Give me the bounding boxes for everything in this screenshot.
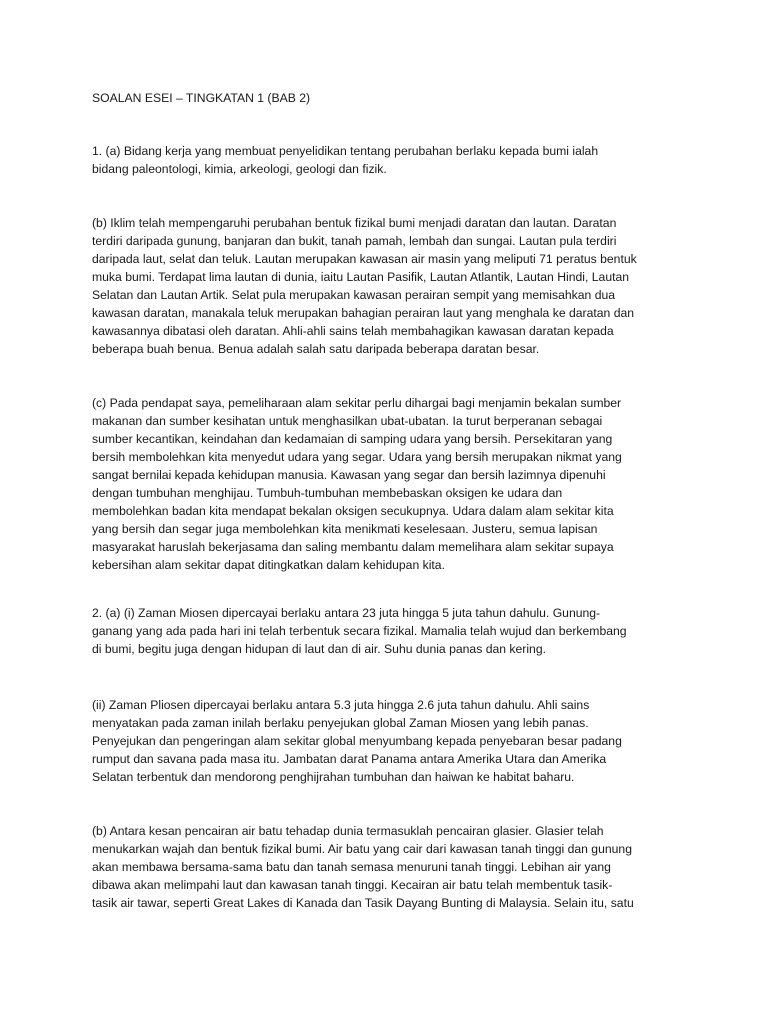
text-line: dibawa akan melimpahi laut dan kawasan tanah tinggi. Kecairan air batu telah membentuk tasik-: [92, 878, 613, 892]
paragraph-1a: [92, 142, 598, 178]
text-line: (ii) Zaman Pliosen dipercayai berlaku antara 5.3 juta hingga 2.6 juta tahun dahulu. Ahli sains: [92, 698, 590, 712]
text-line: menukarkan wajah dan bentuk fizikal bumi. Air batu yang cair dari kawasan tanah tinggi dan gunung: [92, 842, 632, 856]
text-line: tasik air tawar, seperti Great Lakes di Kanada dan Tasik Dayang Bunting di Malaysia. Selain itu, satu: [92, 896, 634, 910]
text-line: bidang paleontologi, kimia, arkeologi, geologi dan fizik.: [92, 162, 387, 176]
text-line: 2. (a) (i) Zaman Miosen dipercayai berlaku antara 23 juta hingga 5 juta tahun dahulu. Gunung-: [92, 606, 601, 620]
text-line: (b) Antara kesan pencairan air batu tehadap dunia termasuklah pencairan glasier. Glasier telah: [92, 824, 604, 838]
text-line: dengan tumbuhan menghijau. Tumbuh-tumbuhan membebaskan oksigen ke udara dan: [92, 486, 563, 500]
text-line: sangat bernilai kepada kehidupan manusia. Kawasan yang segar dan bersih lazimnya dipenuhi: [92, 468, 606, 482]
text-line: kawasan daratan, manakala teluk merupakan bahagian perairan laut yang menghala ke daratan dan: [92, 306, 635, 320]
text-line: ganang yang ada pada hari ini telah terbentuk secara fizikal. Mamalia telah wujud dan berkembang: [92, 624, 627, 638]
text-line: sumber kecantikan, keindahan dan kedamaian di samping udara yang bersih. Persekitaran yang: [92, 432, 613, 446]
text-line: Penyejukan dan pengeringan alam sekitar global menyumbang kepada penyebaran besar padang: [92, 734, 622, 748]
text-line: bersih membolehkan kita menyedut udara yang segar. Udara yang bersih merupakan nikmat yang: [92, 450, 622, 464]
text-line: Selatan dan Lautan Artik. Selat pula merupakan kawasan perairan sempit yang memisahkan dua: [92, 288, 616, 302]
document-title: SOALAN ESEI – TINGKATAN 1 (BAB 2): [92, 91, 311, 105]
text-line: masyarakat haruslah bekerjasama dan saling membantu dalam memelihara alam sekitar supaya: [92, 540, 614, 554]
text-line: rumput dan savana pada masa itu. Jambatan darat Panama antara Amerika Utara dan Amerika: [92, 752, 607, 766]
text-line: membolehkan badan kita mendapat bekalan oksigen secukupnya. Udara dalam alam sekitar kita: [92, 504, 614, 518]
text-line: muka bumi. Terdapat lima lautan di dunia, iaitu Lautan Pasifik, Lautan Atlantik, Lautan Hindi, Lautan: [92, 270, 630, 284]
text-line: kebersihan alam sekitar dapat ditingkatkan dalam kehidupan kita.: [92, 558, 445, 572]
text-line: di bumi, begitu juga dengan hidupan di laut dan di air. Suhu dunia panas dan kering.: [92, 642, 546, 656]
text-line: beberapa buah benua. Benua adalah salah satu daripada beberapa daratan besar.: [92, 342, 540, 356]
text-line: (b) Iklim telah mempengaruhi perubahan bentuk fizikal bumi menjadi daratan dan lautan. Daratan: [92, 216, 617, 230]
text-line: daripada laut, selat dan teluk. Lautan merupakan kawasan air masin yang meliputi 71 peratus bentuk: [92, 252, 637, 266]
text-line: makanan dan sumber kesihatan untuk menghasilkan ubat-ubatan. Ia turut berperanan sebagai: [92, 414, 603, 428]
paragraph-2a-i: [92, 604, 627, 658]
paragraph-1c: [92, 394, 622, 574]
text-line: menyatakan pada zaman inilah berlaku penyejukan global Zaman Miosen yang lebih panas.: [92, 716, 589, 730]
text-line: 1. (a) Bidang kerja yang membuat penyelidikan tentang perubahan berlaku kepada bumi ialah: [92, 144, 599, 158]
text-line: yang bersih dan segar juga membolehkan kita menikmati keselesaan. Justeru, semua lapisan: [92, 522, 598, 536]
paragraph-2b: [92, 822, 634, 912]
text-line: Selatan terbentuk dan mendorong penghijrahan tumbuhan dan haiwan ke habitat baharu.: [92, 770, 575, 784]
text-line: (c) Pada pendapat saya, pemeliharaan alam sekitar perlu dihargai bagi menjamin bekalan sumber: [92, 396, 622, 410]
text-line: akan membawa bersama-sama batu dan tanah semasa menuruni tanah tinggi. Lebihan air yang: [92, 860, 611, 874]
paragraph-1b: [92, 214, 637, 358]
paragraph-2a-ii: [92, 696, 622, 786]
text-line: kawasannya dibatasi oleh daratan. Ahli-ahli sains telah membahagikan kawasan daratan kepada: [92, 324, 614, 338]
text-line: terdiri daripada gunung, banjaran dan bukit, tanah pamah, lembah dan sungai. Lautan pula terdiri: [92, 234, 617, 248]
